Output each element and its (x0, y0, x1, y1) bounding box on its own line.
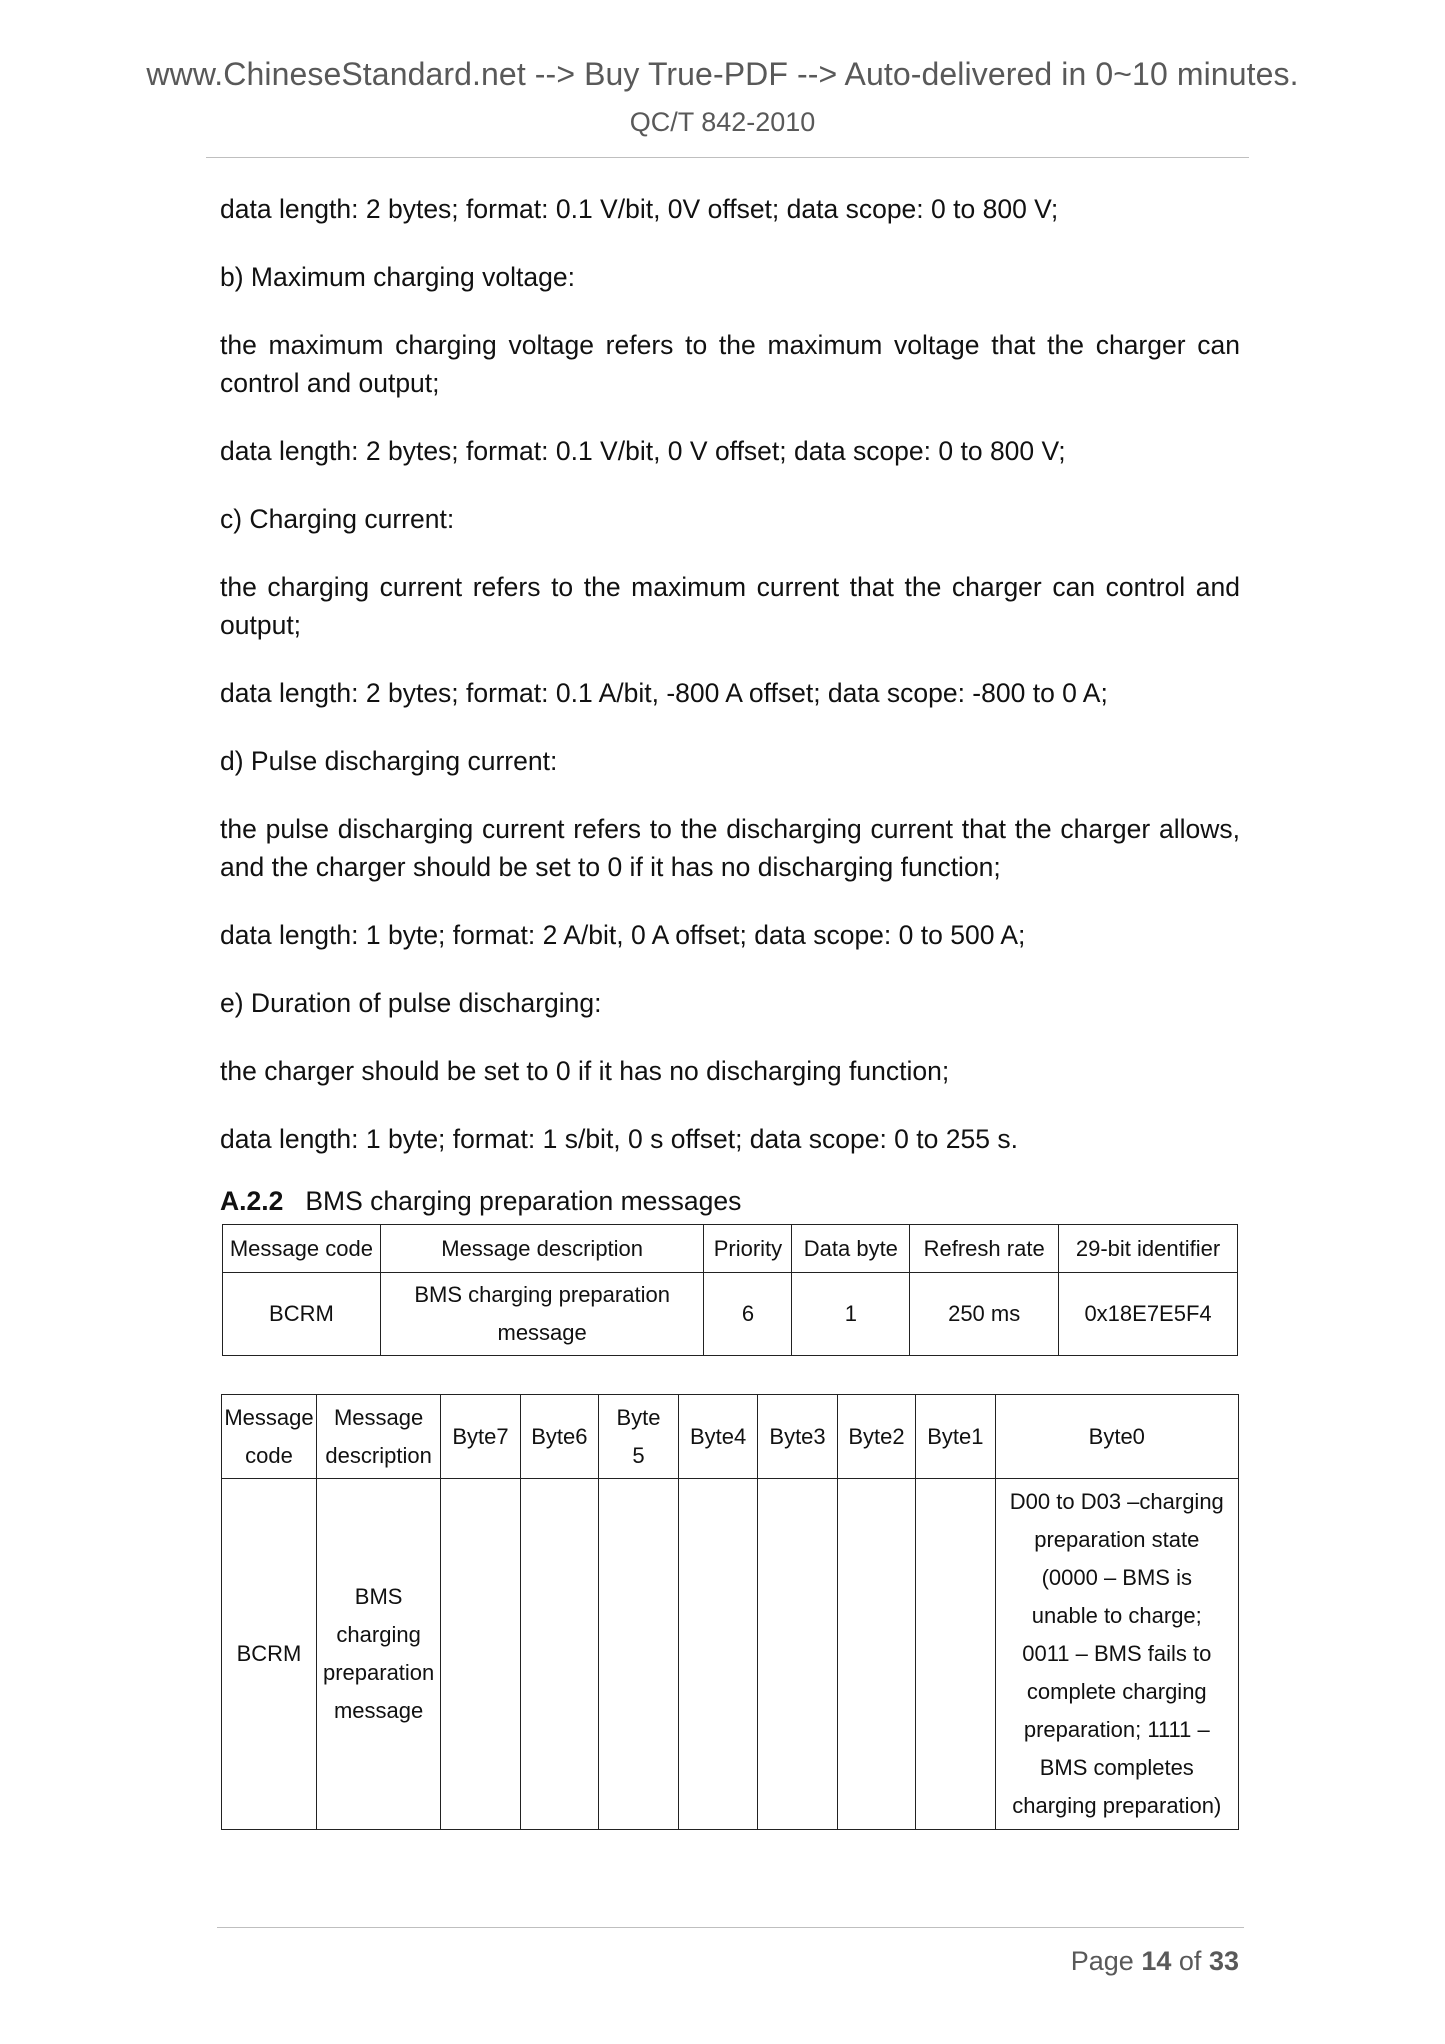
table-cell: 1 (792, 1273, 910, 1356)
table-header-cell: Message code (222, 1395, 317, 1479)
paragraph: the charging current refers to the maximum current that the charger can control and output; (220, 572, 1240, 640)
paragraph: c) Charging current: (220, 504, 455, 534)
byte-layout-table (221, 1394, 1239, 1830)
table-cell: 250 ms (910, 1273, 1059, 1356)
message-summary-table (222, 1224, 1238, 1356)
paragraph: data length: 1 byte; format: 1 s/bit, 0 s offset; data scope: 0 to 255 s. (220, 1124, 1018, 1154)
page-footer (1071, 1946, 1239, 1977)
table-cell (678, 1479, 757, 1830)
paragraph: d) Pulse discharging current: (220, 746, 558, 776)
page-number: 14 (1141, 1946, 1172, 1976)
table-cell: BCRM (223, 1273, 381, 1356)
table-header-row (223, 1225, 1238, 1273)
table-header-cell: Message description (380, 1225, 704, 1273)
paragraph: data length: 2 bytes; format: 0.1 V/bit, 0 V offset; data scope: 0 to 800 V; (220, 436, 1066, 466)
table-cell: BMS charging preparation message (316, 1479, 440, 1830)
section-number: A.2.2 (220, 1186, 284, 1216)
section-heading (220, 1186, 741, 1217)
table-row (222, 1479, 1239, 1830)
table-cell: 0x18E7E5F4 (1059, 1273, 1238, 1356)
page-of-label: of (1178, 1946, 1202, 1976)
table-header-cell: Byte 5 (599, 1395, 679, 1479)
table-header-cell: Byte7 (441, 1395, 520, 1479)
table-cell (520, 1479, 598, 1830)
paragraph: e) Duration of pulse discharging: (220, 988, 602, 1018)
table-cell (837, 1479, 915, 1830)
paragraph: b) Maximum charging voltage: (220, 262, 575, 292)
paragraph: the charger should be set to 0 if it has no discharging function; (220, 1056, 950, 1086)
table-header-cell: Data byte (792, 1225, 910, 1273)
table-cell (916, 1479, 995, 1830)
paragraph: data length: 2 bytes; format: 0.1 A/bit, -800 A offset; data scope: -800 to 0 A; (220, 678, 1108, 708)
table-header-cell: Byte0 (995, 1395, 1238, 1479)
table-header-cell: 29-bit identifier (1059, 1225, 1238, 1273)
header-banner: www.ChineseStandard.net --> Buy True-PDF --> Auto-delivered in 0~10 minutes. (146, 56, 1299, 92)
paragraph: the pulse discharging current refers to the discharging current that the charger allows, and the charger should be set to 0 if it has no discharging function; (220, 814, 1240, 882)
table-cell: 6 (704, 1273, 792, 1356)
table-cell: BCRM (222, 1479, 317, 1830)
table-header-cell: Byte4 (678, 1395, 757, 1479)
table-header-cell: Refresh rate (910, 1225, 1059, 1273)
table-header-cell: Message description (316, 1395, 440, 1479)
table-row (223, 1273, 1238, 1356)
table-header-cell: Priority (704, 1225, 792, 1273)
table-header-cell: Byte2 (837, 1395, 915, 1479)
table-cell: D00 to D03 –charging preparation state (0000 – BMS is unable to charge; 0011 – BMS fails to complete charging preparation; 1111 – BMS completes charging preparation) (995, 1479, 1238, 1830)
table-header-cell: Byte6 (520, 1395, 598, 1479)
table-cell (599, 1479, 679, 1830)
page-total: 33 (1208, 1946, 1239, 1976)
table-cell: BMS charging preparation message (380, 1273, 704, 1356)
table-header-cell: Byte1 (916, 1395, 995, 1479)
table-cell (758, 1479, 837, 1830)
table-header-cell: Byte3 (758, 1395, 837, 1479)
body-text (220, 190, 1240, 1188)
paragraph: data length: 2 bytes; format: 0.1 V/bit, 0V offset; data scope: 0 to 800 V; (220, 194, 1059, 224)
table-cell (441, 1479, 520, 1830)
page-label: Page (1070, 1946, 1134, 1976)
footer-divider (217, 1927, 1244, 1928)
table-header-row (222, 1395, 1239, 1479)
table-header-cell: Message code (223, 1225, 381, 1273)
header-divider (206, 157, 1249, 158)
paragraph: data length: 1 byte; format: 2 A/bit, 0 A offset; data scope: 0 to 500 A; (220, 920, 1026, 950)
paragraph: the maximum charging voltage refers to the maximum voltage that the charger can control and output; (220, 330, 1240, 398)
document-code: QC/T 842-2010 (629, 107, 816, 137)
section-title: BMS charging preparation messages (305, 1186, 742, 1216)
